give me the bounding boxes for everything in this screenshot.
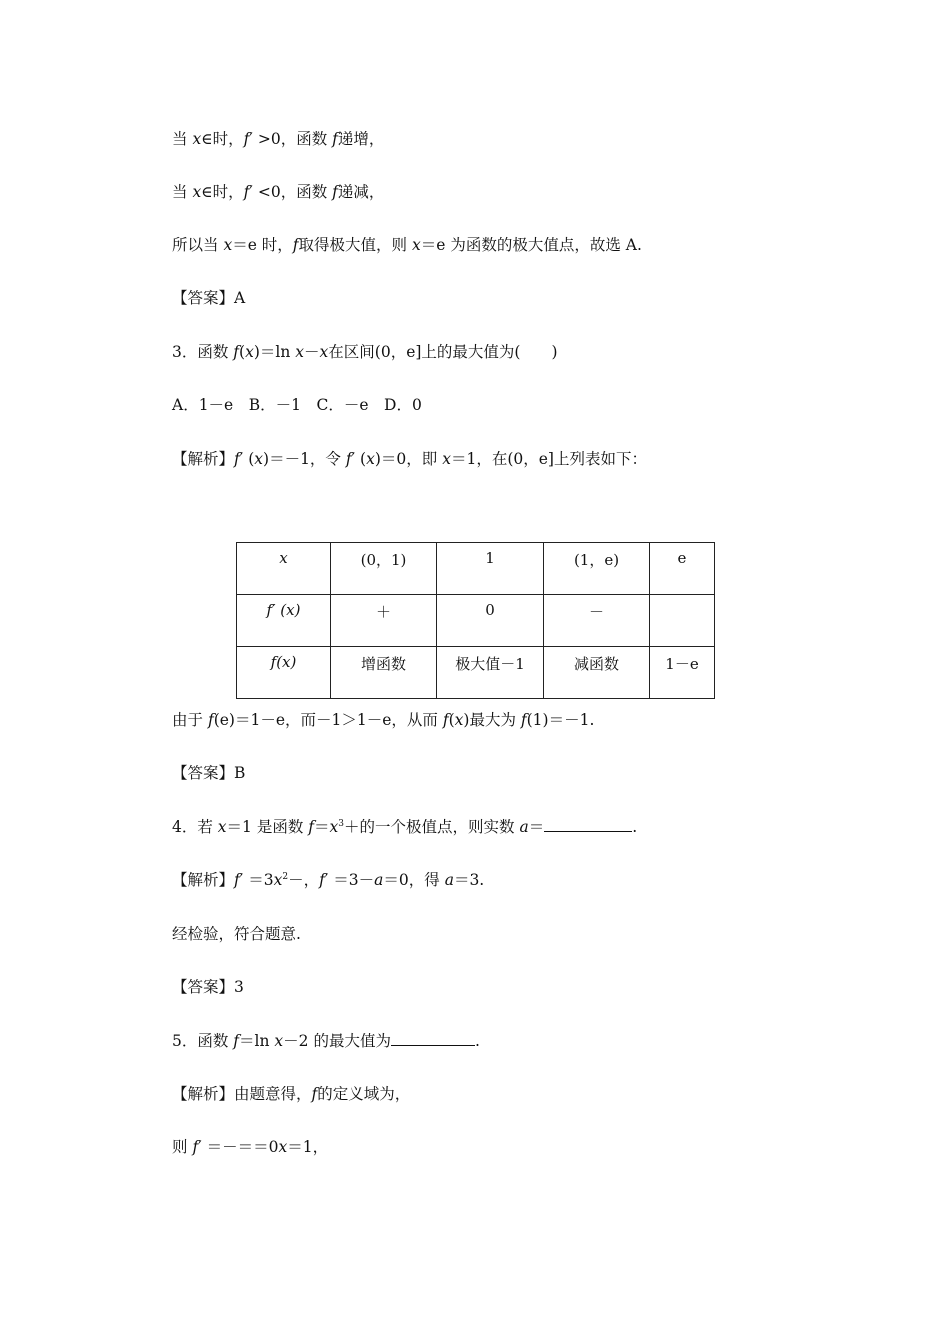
text-run: ′ ＝3 bbox=[239, 871, 274, 889]
math-variable: x bbox=[254, 450, 264, 468]
text-run: 在区间(0，e]上的最大值为( ) bbox=[328, 343, 558, 361]
text-run: 则 bbox=[172, 1138, 193, 1156]
text-run: 所以当 bbox=[172, 236, 224, 254]
table-cell bbox=[437, 595, 544, 647]
math-variable: x bbox=[295, 343, 305, 361]
text-run: 由于 bbox=[172, 711, 208, 729]
cell-text: f′ (x) bbox=[266, 601, 301, 619]
text-run: 经检验，符合题意. bbox=[172, 925, 301, 943]
answer-blank bbox=[391, 1031, 475, 1046]
text-run: ＋的一个极值点，则实数 bbox=[344, 818, 520, 836]
text-run: ＝e 时， bbox=[232, 236, 293, 254]
question-5 bbox=[172, 1030, 480, 1052]
math-variable: a bbox=[519, 818, 529, 836]
table-cell bbox=[544, 543, 650, 595]
math-variable: f bbox=[292, 236, 299, 254]
text-run: ＝ln bbox=[239, 1032, 275, 1050]
table-cell bbox=[237, 595, 331, 647]
text-run: ′ <0，函数 bbox=[249, 183, 333, 201]
text-run: 5．函数 bbox=[172, 1032, 234, 1050]
table-cell bbox=[650, 647, 715, 699]
math-variable: f bbox=[192, 1138, 199, 1156]
cell-text: e bbox=[677, 549, 687, 567]
math-variable: f bbox=[332, 130, 338, 148]
text-run: ∈时， bbox=[201, 183, 244, 201]
math-variable: f bbox=[233, 343, 240, 361]
question-3 bbox=[172, 341, 558, 363]
math-variable: x bbox=[192, 183, 202, 201]
cell-text: 极大值－1 bbox=[455, 655, 525, 673]
text-run: ( bbox=[239, 343, 246, 361]
text-run: － bbox=[304, 343, 320, 361]
math-variable: f bbox=[520, 711, 527, 729]
text-run: ＝1 是函数 bbox=[226, 818, 309, 836]
text-run: )＝0，即 bbox=[374, 450, 443, 468]
text-run: (1)＝－1. bbox=[526, 711, 595, 729]
math-variable: f bbox=[332, 183, 338, 201]
math-variable: f bbox=[308, 818, 315, 836]
text-run: 【答案】A bbox=[172, 289, 246, 307]
answer-line bbox=[172, 762, 245, 784]
answer-line bbox=[172, 287, 245, 309]
math-variable: f bbox=[234, 450, 240, 468]
text-run: －2 的最大值为 bbox=[283, 1032, 391, 1050]
text-run: 递增， bbox=[337, 130, 385, 148]
cell-text: 增函数 bbox=[360, 655, 406, 673]
math-variable: x bbox=[442, 450, 451, 468]
answer-line bbox=[172, 976, 244, 998]
text-run: )最大为 bbox=[463, 711, 521, 729]
math-variable: x bbox=[274, 1032, 284, 1050]
table-row bbox=[237, 595, 715, 647]
table-cell bbox=[544, 595, 650, 647]
math-variable: f bbox=[442, 711, 449, 729]
text-run: ＝ bbox=[314, 818, 330, 836]
text-line bbox=[172, 923, 301, 945]
solution-line bbox=[172, 1083, 410, 1105]
table-cell bbox=[437, 543, 544, 595]
text-run: －， bbox=[288, 871, 320, 889]
math-variable: f bbox=[319, 871, 325, 889]
cell-text: 1 bbox=[485, 549, 495, 567]
math-variable: x bbox=[278, 1138, 288, 1156]
cell-text: (1，e) bbox=[573, 551, 620, 569]
math-variable: x bbox=[217, 818, 227, 836]
cell-text: (0，1) bbox=[360, 551, 407, 569]
text-line bbox=[172, 128, 384, 150]
text-run: 的定义域为， bbox=[317, 1085, 411, 1103]
table-cell bbox=[331, 543, 437, 595]
text-run: ′ ＝3－ bbox=[324, 871, 375, 889]
table-cell bbox=[237, 543, 331, 595]
math-variable: f bbox=[311, 1085, 318, 1103]
text-run: . bbox=[632, 818, 638, 836]
text-line bbox=[172, 709, 594, 731]
superscript: 2 bbox=[282, 871, 289, 882]
text-run: 【解析】 bbox=[172, 450, 235, 468]
text-run: )＝ln bbox=[253, 343, 296, 361]
text-run: ＝e 为函数的极大值点，故选 A. bbox=[420, 236, 642, 254]
text-run: 【答案】3 bbox=[172, 978, 244, 996]
text-run: ＝ bbox=[528, 818, 545, 836]
text-run: 【解析】 bbox=[172, 871, 235, 889]
math-variable: x bbox=[192, 130, 202, 148]
table-cell bbox=[331, 595, 437, 647]
superscript: 3 bbox=[338, 818, 345, 829]
math-variable: x bbox=[366, 450, 375, 468]
math-variable: f bbox=[243, 183, 250, 201]
cell-text: f(x) bbox=[270, 653, 297, 671]
text-run: ′ >0，函数 bbox=[249, 130, 333, 148]
text-run: ＝1，在(0，e]上列表如下： bbox=[450, 450, 647, 468]
cell-text: 0 bbox=[485, 601, 495, 619]
text-run: ＝1， bbox=[287, 1138, 329, 1156]
math-variable: f bbox=[345, 450, 352, 468]
text-run: 当 bbox=[172, 130, 193, 148]
text-run: (e)＝1－e，而－1＞1－e，从而 bbox=[213, 711, 443, 729]
table-cell bbox=[437, 647, 544, 699]
text-run: ＝0，得 bbox=[383, 871, 445, 889]
math-variable: f bbox=[207, 711, 214, 729]
table-row bbox=[237, 543, 715, 595]
math-variable: x bbox=[411, 236, 421, 254]
math-variable: x bbox=[319, 343, 329, 361]
table-cell bbox=[331, 647, 437, 699]
math-variable: a bbox=[374, 871, 384, 889]
text-run: ′ ( bbox=[351, 450, 367, 468]
answer-blank bbox=[544, 817, 632, 832]
math-variable: f bbox=[234, 871, 240, 889]
text-run: A．1－e B．－1 C．－e D．0 bbox=[172, 396, 422, 414]
math-variable: x bbox=[329, 818, 339, 836]
text-line bbox=[172, 1136, 328, 1158]
text-run: 取得极大值，则 bbox=[298, 236, 412, 254]
math-variable: f bbox=[233, 1032, 240, 1050]
table-cell bbox=[650, 595, 715, 647]
text-run: 当 bbox=[172, 183, 193, 201]
cell-text: ＋ bbox=[375, 603, 391, 621]
text-run: ＝3. bbox=[453, 871, 485, 889]
cell-text: 减函数 bbox=[573, 655, 619, 673]
table-cell bbox=[544, 647, 650, 699]
math-variable: a bbox=[444, 871, 454, 889]
cell-text: － bbox=[588, 603, 604, 621]
text-run: ( bbox=[448, 711, 455, 729]
sign-table bbox=[236, 542, 715, 699]
math-variable: f bbox=[243, 130, 250, 148]
solution-line bbox=[172, 448, 647, 470]
cell-text: 1－e bbox=[665, 655, 699, 673]
text-run: . bbox=[474, 1032, 480, 1050]
text-run: ′ ( bbox=[239, 450, 255, 468]
text-line bbox=[172, 181, 384, 203]
text-line bbox=[172, 234, 642, 256]
question-4 bbox=[172, 816, 637, 838]
text-run: ∈时， bbox=[201, 130, 244, 148]
table-row bbox=[237, 647, 715, 699]
math-variable: x bbox=[454, 711, 464, 729]
math-variable: x bbox=[223, 236, 233, 254]
text-run: 4．若 bbox=[172, 818, 218, 836]
text-run: 【解析】由题意得， bbox=[172, 1085, 312, 1103]
text-run: 【答案】B bbox=[172, 764, 246, 782]
text-run: )＝－1，令 bbox=[263, 450, 346, 468]
solution-line bbox=[172, 869, 484, 891]
math-variable: x bbox=[273, 871, 283, 889]
text-run: 3．函数 bbox=[172, 343, 234, 361]
table-cell bbox=[650, 543, 715, 595]
text-run: ′ ＝－＝＝0 bbox=[198, 1138, 279, 1156]
table-cell bbox=[237, 647, 331, 699]
text-run: 递减， bbox=[337, 183, 385, 201]
choices-line bbox=[172, 394, 422, 416]
math-variable: x bbox=[245, 343, 254, 361]
cell-text: x bbox=[279, 549, 288, 567]
